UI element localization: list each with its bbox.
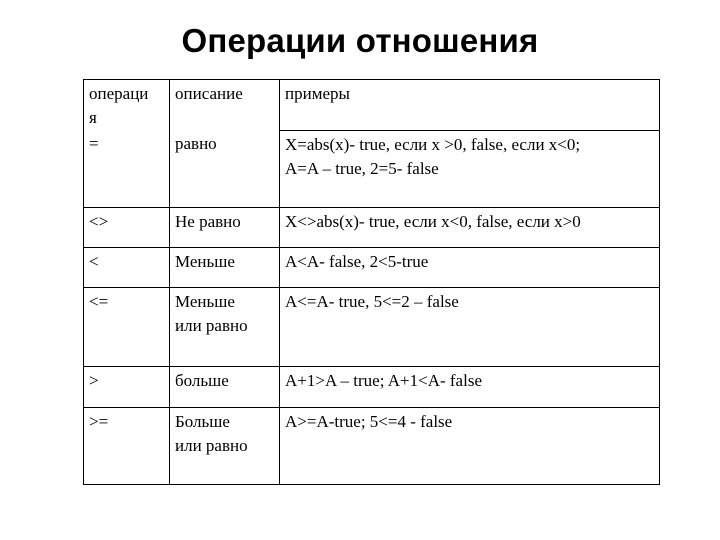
example-line1: X=abs(x)- true, если х >0, false, если х<0; (285, 134, 581, 154)
description: равно (175, 134, 217, 153)
header-description: описание (175, 84, 243, 103)
operator: >= (89, 411, 109, 431)
description-cell (170, 366, 280, 407)
description-cell (170, 207, 280, 247)
header-examples: примеры (285, 84, 350, 103)
example-cell (280, 287, 660, 366)
example-cell (280, 207, 660, 247)
operator: < (89, 251, 99, 271)
description-line1: Меньше (175, 291, 235, 311)
operator: = (89, 134, 99, 153)
example-cell (280, 407, 660, 484)
header-operation-line2: я (89, 108, 97, 127)
example-cell (280, 247, 660, 287)
header-description-cell (170, 80, 280, 131)
description-line2: или равно (175, 435, 248, 455)
table-row (84, 247, 660, 287)
header-operation-cell (84, 80, 170, 131)
operator-cell (84, 407, 170, 484)
slide-title: Операции отношения (181, 22, 539, 59)
example-line1: X<>abs(x)- true, если х<0, false, если х>0 (285, 211, 581, 231)
table-row (84, 130, 660, 207)
example-line2: A=A – true, 2=5- false (285, 158, 439, 178)
description-cell (170, 130, 280, 207)
description: больше (175, 370, 229, 390)
operator-cell (84, 366, 170, 407)
header-operation-line1: операци (89, 84, 149, 103)
operator-cell (84, 287, 170, 366)
example-line1: A+1>A – true; A+1<A- false (285, 370, 482, 390)
description-line1: Больше (175, 411, 230, 431)
table-row (84, 287, 660, 366)
header-row (84, 80, 660, 131)
description: Меньше (175, 251, 235, 271)
description-line2: или равно (175, 315, 248, 335)
example-line1: A>=A-true; 5<=4 - false (285, 411, 453, 431)
description-cell (170, 247, 280, 287)
header-examples-cell (280, 80, 660, 131)
example-cell (280, 366, 660, 407)
operator: <> (89, 211, 109, 231)
operator-cell (84, 207, 170, 247)
operator: > (89, 370, 99, 390)
description-cell (170, 407, 280, 484)
table-row (84, 407, 660, 484)
description-cell (170, 287, 280, 366)
relational-operations-table (83, 79, 660, 485)
table-row (84, 207, 660, 247)
operator-cell (84, 130, 170, 207)
operator-cell (84, 247, 170, 287)
example-line1: A<A- false, 2<5-true (285, 251, 429, 271)
example-cell (280, 130, 660, 207)
description: Не равно (175, 211, 241, 231)
operator: <= (89, 291, 109, 311)
table-row (84, 366, 660, 407)
example-line1: A<=A- true, 5<=2 – false (285, 291, 459, 311)
